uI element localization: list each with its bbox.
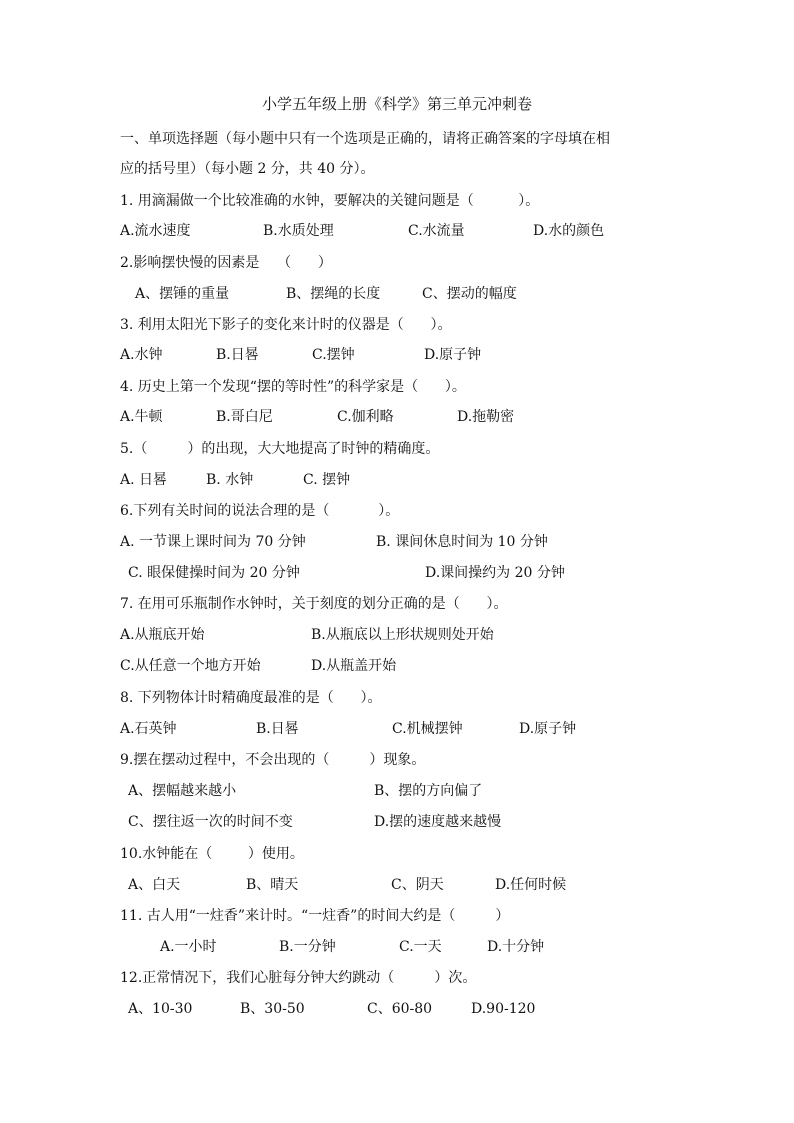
- question-option: B. 课间休息时间为 10 分钟: [376, 534, 548, 550]
- question-option: A.石英钟: [120, 721, 177, 737]
- question-option: D.原子钟: [519, 721, 577, 737]
- question-stem: 1. 用滴漏做一个比较准确的水钟，要解决的关键问题是（ ）。: [120, 193, 540, 209]
- question-stem: 11. 古人用“一炷香”来计时。“一炷香”的时间大约是（ ）: [120, 908, 510, 924]
- question-option: B、摆的方向偏了: [374, 783, 483, 799]
- question-option: D.十分钟: [487, 939, 545, 955]
- question-option: C.一天: [399, 939, 442, 955]
- question-option: A.从瓶底开始: [120, 627, 205, 643]
- question-option: C、摆往返一次的时间不变: [128, 814, 293, 830]
- question-option: B.一分钟: [279, 939, 336, 955]
- question-option: C.摆钟: [312, 347, 355, 363]
- question-option: C.水流量: [408, 223, 465, 239]
- section-heading-line1: 一、单项选择题（每小题中只有一个选项是正确的，请将正确答案的字母填在相: [120, 131, 610, 147]
- question-option: D.原子钟: [424, 347, 482, 363]
- question-option: B、30-50: [240, 1001, 305, 1017]
- question-stem: 5.（ ）的出现，大大地提高了时钟的精确度。: [120, 441, 440, 457]
- question-option: D.课间操约为 20 分钟: [425, 565, 565, 581]
- question-option: A.牛顿: [120, 409, 163, 425]
- question-option: A、10-30: [128, 1001, 193, 1017]
- question-option: C. 摆钟: [303, 472, 351, 488]
- page-title: 小学五年级上册《科学》第三单元冲刺卷: [261, 95, 532, 113]
- question-option: D.90-120: [471, 1001, 536, 1017]
- question-stem: 9.摆在摆动过程中，不会出现的（ ）现象。: [120, 752, 426, 768]
- question-option: B、晴天: [246, 877, 299, 893]
- question-option: B.日晷: [216, 347, 259, 363]
- question-option: C、60-80: [367, 1001, 433, 1017]
- question-stem: 4. 历史上第一个发现“摆的等时性”的科学家是（ ）。: [120, 379, 466, 395]
- question-option: A.流水速度: [120, 223, 191, 239]
- question-option: A.水钟: [120, 347, 163, 363]
- question-stem: 8. 下列物体计时精确度最准的是（ ）。: [120, 690, 382, 706]
- question-option: C.机械摆钟: [392, 721, 463, 737]
- question-stem: 2.影响摆快慢的因素是 （ ）: [120, 255, 332, 271]
- question-stem: 6.下列有关时间的说法合理的是（ ）。: [120, 503, 400, 519]
- question-option: D.任何时候: [495, 877, 567, 893]
- question-option: A.一小时: [160, 939, 217, 955]
- question-option: A、白天: [128, 877, 181, 893]
- question-option: A. 日晷: [120, 472, 168, 488]
- question-option: C.伽利略: [337, 409, 394, 425]
- question-option: C.从任意一个地方开始: [120, 658, 261, 674]
- question-option: A、摆锤的重量: [135, 286, 230, 302]
- question-option: B. 水钟: [206, 472, 254, 488]
- question-option: B、摆绳的长度: [286, 286, 381, 302]
- question-option: A. 一节课上课时间为 70 分钟: [120, 534, 306, 550]
- question-option: B.日晷: [256, 721, 299, 737]
- question-option: C、摆动的幅度: [422, 286, 517, 302]
- question-option: C. 眼保健操时间为 20 分钟: [128, 565, 300, 581]
- question-option: A、摆幅越来越小: [128, 783, 237, 799]
- question-stem: 7. 在用可乐瓶制作水钟时，关于刻度的划分正确的是（ ）。: [120, 596, 508, 612]
- question-option: B.从瓶底以上形状规则处开始: [311, 627, 494, 643]
- section-heading-line2: 应的括号里）（每小题 2 分，共 40 分）。: [120, 161, 375, 177]
- question-stem: 12.正常情况下，我们心脏每分钟大约跳动（ ）次。: [120, 970, 477, 986]
- question-stem: 3. 利用太阳光下影子的变化来计时的仪器是（ ）。: [120, 317, 452, 333]
- question-option: D.从瓶盖开始: [311, 658, 397, 674]
- question-option: D.拖勒密: [457, 409, 515, 425]
- question-option: D.摆的速度越来越慢: [374, 814, 502, 830]
- question-option: B.哥白尼: [216, 409, 273, 425]
- question-option: C、阴天: [391, 877, 444, 893]
- question-option: B.水质处理: [263, 223, 334, 239]
- question-option: D.水的颜色: [533, 223, 605, 239]
- question-stem: 10.水钟能在（ ）使用。: [120, 846, 304, 862]
